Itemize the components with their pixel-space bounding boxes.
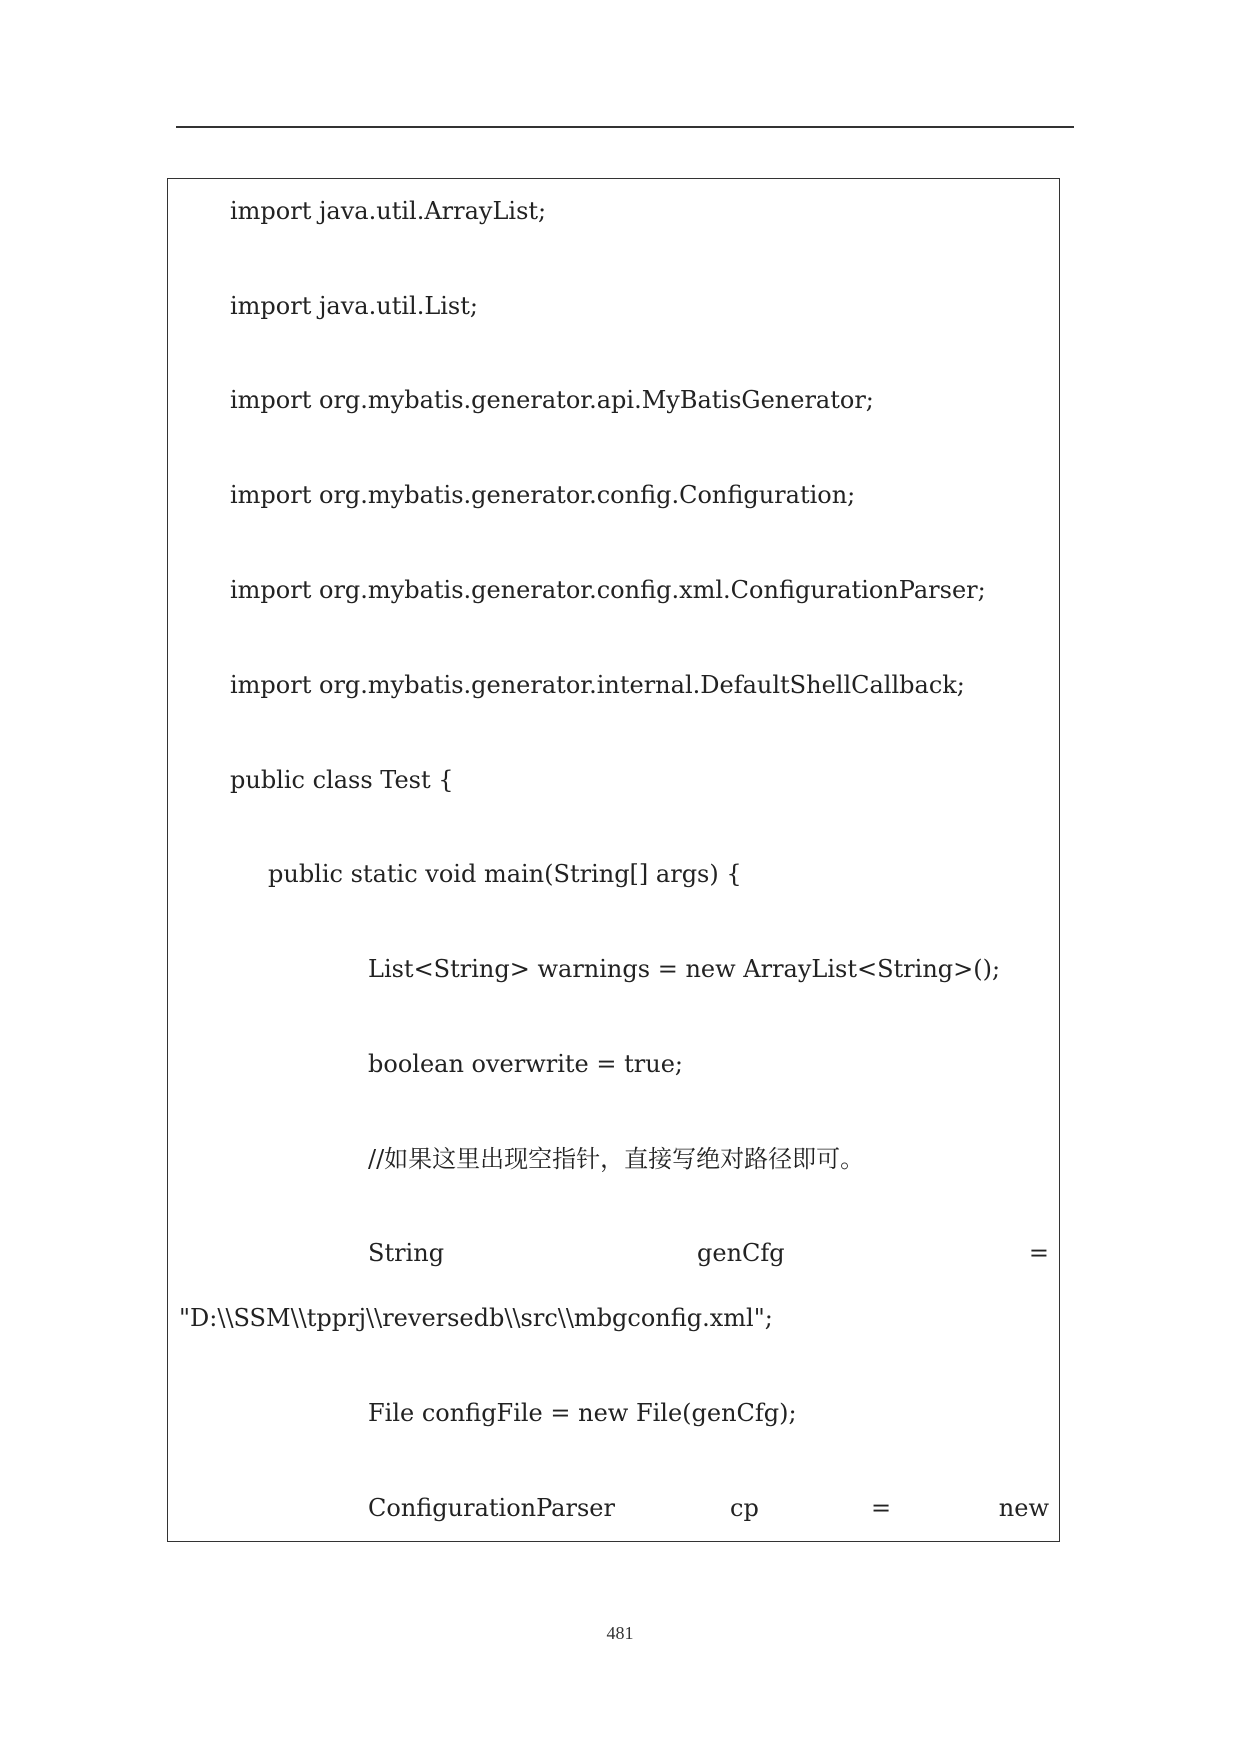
code-token: String <box>368 1239 445 1267</box>
code-line: import org.mybatis.generator.config.xml.ConfigurationParser; <box>230 576 986 604</box>
code-line: boolean overwrite = true; <box>368 1050 683 1078</box>
code-token: = <box>1028 1239 1049 1267</box>
code-comment-line: //如果这里出现空指针，直接写绝对路径即可。 <box>368 1145 865 1173</box>
code-line: public static void main(String[] args) { <box>268 860 742 888</box>
header-rule <box>176 126 1074 128</box>
code-line: "D:\\SSM\\tpprj\\reversedb\\src\\mbgconfig.xml"; <box>179 1304 773 1332</box>
code-line: List<String> warnings = new ArrayList<String>(); <box>368 955 1001 983</box>
code-token: new <box>998 1494 1049 1522</box>
code-token: = <box>871 1494 892 1522</box>
code-line: public class Test { <box>230 766 454 794</box>
code-line: File configFile = new File(genCfg); <box>368 1399 797 1427</box>
code-line: import org.mybatis.generator.config.Configuration; <box>230 481 856 509</box>
code-token: cp <box>730 1494 759 1522</box>
page-number: 481 <box>606 1623 634 1643</box>
code-line: import java.util.ArrayList; <box>230 197 547 225</box>
code-token: ConfigurationParser <box>368 1494 615 1522</box>
code-listing-box <box>167 178 1060 1542</box>
code-token: genCfg <box>697 1239 785 1267</box>
code-line: import org.mybatis.generator.internal.DefaultShellCallback; <box>230 671 965 699</box>
code-line: import java.util.List; <box>230 292 478 320</box>
code-line: import org.mybatis.generator.api.MyBatisGenerator; <box>230 386 874 414</box>
